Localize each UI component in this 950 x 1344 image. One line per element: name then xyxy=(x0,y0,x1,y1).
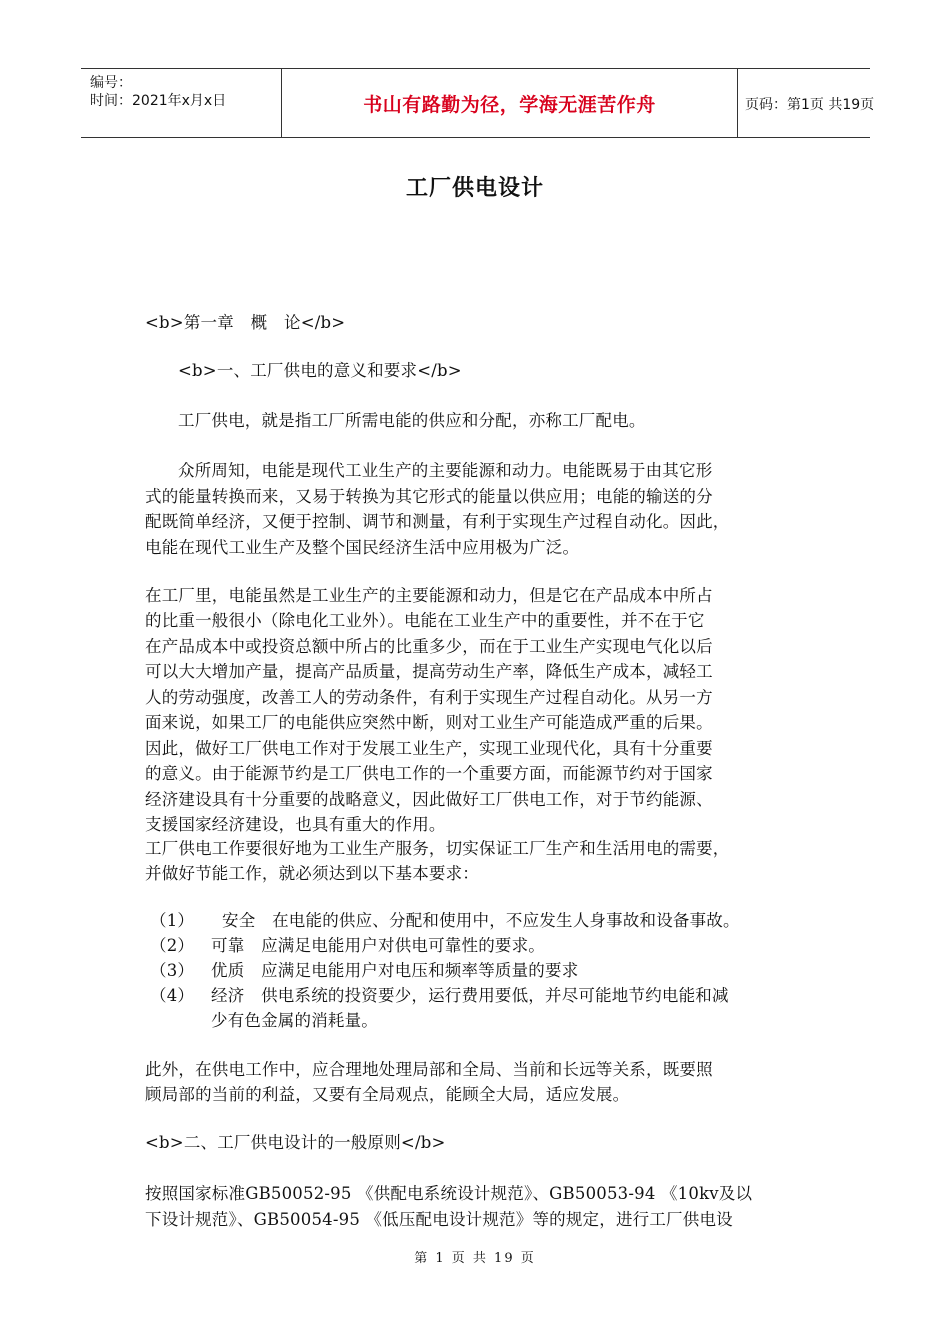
paragraph-line: 在工厂里，电能虽然是工业生产的主要能源和动力，但是它在产品成本中所占 xyxy=(145,586,713,605)
paragraph-line: 的比重一般很小（除电化工业外）。电能在工业生产中的重要性，并不在于它 xyxy=(145,611,705,630)
requirement-text-continued: 少有色金属的消耗量。 xyxy=(211,1011,378,1030)
paragraph-line: 式的能量转换而来，又易于转换为其它形式的能量以供应用；电能的输送的分 xyxy=(145,487,713,506)
paragraph-line: 工厂供电工作要很好地为工业生产服务，切实保证工厂生产和生活用电的需要， xyxy=(145,839,730,858)
paragraph-definition: 工厂供电，就是指工厂所需电能的供应和分配，亦称工厂配电。 xyxy=(178,411,646,430)
paragraph-line: 的意义。由于能源节约是工厂供电工作的一个重要方面，而能源节约对于国家 xyxy=(145,764,713,783)
paragraph-line: 按照国家标准GB50052-95 《供配电系统设计规范》、GB50053-94 《10kv及以 xyxy=(145,1184,753,1203)
header-page-cell xyxy=(737,69,875,137)
paragraph-line: 并做好节能工作，就必须达到以下基本要求： xyxy=(145,864,479,883)
requirement-text: 优质 应满足电能用户对电压和频率等质量的要求 xyxy=(211,961,579,980)
paragraph-line: 下设计规范》、GB50054-95 《低压配电设计规范》等的规定，进行工厂供电设 xyxy=(145,1210,733,1229)
requirement-text: 经济 供电系统的投资要少，运行费用要低，并尽可能地节约电能和减 xyxy=(211,986,729,1005)
paragraph-line: 电能在现代工业生产及整个国民经济生活中应用极为广泛。 xyxy=(145,538,580,557)
header-page-info: 页码：第1页 共19页 xyxy=(745,97,875,113)
header-meta-cell xyxy=(81,69,281,137)
section-heading-1: <b>一、工厂供电的意义和要求</b> xyxy=(178,361,462,380)
paragraph-line: 可以大大增加产量，提高产品质量，提高劳动生产率，降低生产成本，减轻工 xyxy=(145,662,713,681)
chapter-heading: <b>第一章 概 论</b> xyxy=(145,313,346,332)
paragraph-line: 支援国家经济建设，也具有重大的作用。 xyxy=(145,815,446,834)
document-number: 编号： xyxy=(90,75,132,91)
requirement-text: 可靠 应满足电能用户对供电可靠性的要求。 xyxy=(211,936,545,955)
paragraph-line: 配既简单经济，又便于控制、调节和测量，有利于实现生产过程自动化。因此， xyxy=(145,512,730,531)
page-footer: 第 1 页 共 19 页 xyxy=(414,1251,536,1266)
header-motto-cell xyxy=(281,69,738,137)
paragraph-line: 人的劳动强度，改善工人的劳动条件，有利于实现生产过程自动化。从另一方 xyxy=(145,688,713,707)
requirement-number: （3） xyxy=(150,961,195,980)
header-motto: 书山有路勤为径，学海无涯苦作舟 xyxy=(363,94,656,116)
requirement-text: 安全 在电能的供应、分配和使用中，不应发生人身事故和设备事故。 xyxy=(222,911,740,930)
document-title: 工厂供电设计 xyxy=(405,176,544,201)
requirement-number: （1） xyxy=(150,911,195,930)
requirement-number: （4） xyxy=(150,986,195,1005)
paragraph-line: 众所周知，电能是现代工业生产的主要能源和动力。电能既易于由其它形 xyxy=(178,461,713,480)
paragraph-line: 此外，在供电工作中，应合理地处理局部和全局、当前和长远等关系，既要照 xyxy=(145,1060,713,1079)
paragraph-line: 因此，做好工厂供电工作对于发展工业生产，实现工业现代化，具有十分重要 xyxy=(145,739,713,758)
paragraph-line: 面来说，如果工厂的电能供应突然中断，则对工业生产可能造成严重的后果。 xyxy=(145,713,713,732)
document-header xyxy=(81,68,875,138)
document-date: 时间：2021年x月x日 xyxy=(90,93,227,109)
section-heading-2: <b>二、工厂供电设计的一般原则</b> xyxy=(145,1133,446,1152)
paragraph-line: 顾局部的当前的利益，又要有全局观点，能顾全大局，适应发展。 xyxy=(145,1085,630,1104)
requirement-number: （2） xyxy=(150,936,195,955)
paragraph-line: 在产品成本中或投资总额中所占的比重多少，而在于工业生产实现电气化以后 xyxy=(145,637,713,656)
paragraph-line: 经济建设具有十分重要的战略意义，因此做好工厂供电工作，对于节约能源、 xyxy=(145,790,713,809)
